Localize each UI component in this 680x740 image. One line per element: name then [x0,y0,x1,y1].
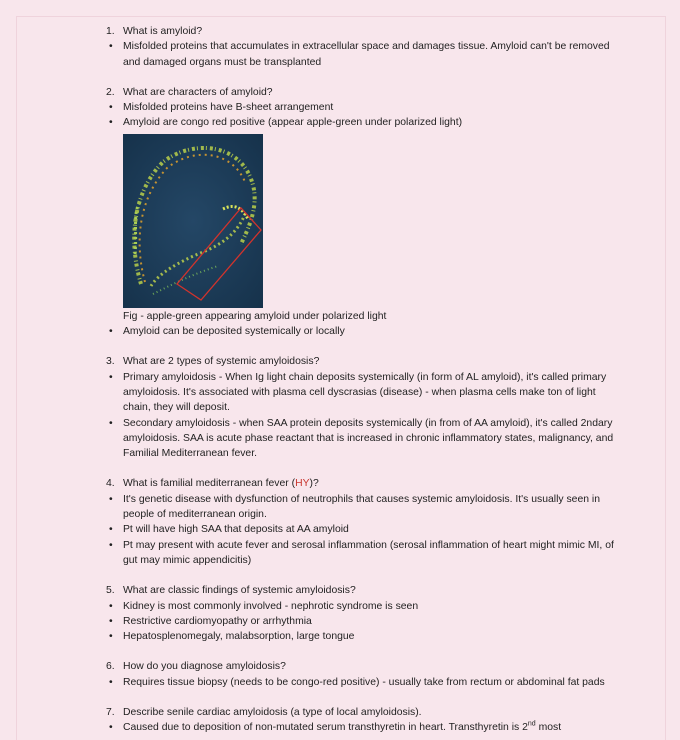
bullet-item [106,599,626,614]
bullet-item [106,522,626,537]
bullet-item [106,629,626,644]
bullet-icon: • [109,722,113,734]
question-title: What is amyloid? [123,26,203,37]
bullet-text: Misfolded proteins that accumulates in extracellular space and damages tissue. Amyloid can't be removed and damaged organs must be transplanted [123,41,610,68]
question-5 [106,583,626,598]
bullet-icon: • [109,539,113,551]
bullet-text: Amyloid can be deposited systemically or locally [123,326,345,338]
bullet-text-start: Caused due to deposition of non-mutated serum transthyretin in heart. Transthyretin is 2 [123,722,528,734]
figure-caption: Fig - apple-green appearing amyloid under polarized light [123,310,387,322]
question-number: 6. [106,661,115,673]
bullet-icon: • [109,524,113,536]
high-yield-tag: HY [295,478,310,490]
bullet-item [106,39,626,70]
bullet-text: Restrictive cardiomyopathy or arrhythmia [123,615,312,627]
question-title: How do you diagnose amyloidosis? [123,661,286,673]
bullet-icon: • [109,41,113,53]
bullet-icon: • [109,676,113,688]
polarized-light-micrograph [123,134,263,308]
question-title: What are 2 types of systemic amyloidosis? [123,356,320,368]
bullet-text: Primary amyloidosis - When Ig light chain deposits systemically (in form of AL amyloid), it's called primary amyloidosis. It's associated with plasma cell dyscrasias (disease) - when plasma cells make ton of light chain, they will deposit. [123,371,607,414]
bullet-item [106,720,626,735]
bullet-item [106,416,626,462]
question-1 [106,24,626,39]
bullet-text [123,722,561,733]
bullet-text: Requires tissue biopsy (needs to be congo-red positive) - usually take from rectum or abdominal fat pads [123,676,605,688]
question-number: 4. [106,478,115,490]
question-number: 2. [106,86,115,98]
bullet-text: Kidney is most commonly involved - nephrotic syndrome is seen [123,600,419,612]
bullet-icon: • [109,600,113,612]
bullet-text: Secondary amyloidosis - when SAA protein deposits systemically (in from of AA amyloid), it's called 2ndary amyloidosis. SAA is acute phase reactant that is increased in chronic inflammatory states, malignancy, and Familial Mediterranean fever. [123,417,614,460]
question-number: 5. [106,585,115,597]
bullet-item [106,370,626,416]
superscript-ordinal: nd [527,720,536,728]
question-7 [106,705,626,720]
bullet-icon: • [109,102,113,114]
bullet-item [106,614,626,629]
question-number: 1. [106,26,115,37]
bullet-icon: • [109,326,113,338]
bullet-item [106,100,626,115]
question-title: What are classic findings of systemic amyloidosis? [123,585,356,597]
bullet-item [106,324,626,339]
bullet-text: Pt may present with acute fever and serosal inflammation (serosal inflammation of heart might mimic MI, of gut may mimic appendicitis) [123,539,614,566]
bullet-icon: • [109,371,113,383]
bullet-item [106,115,626,130]
bullet-text: Hepatosplenomegaly, malabsorption, large tongue [123,631,355,643]
bullet-text: Misfolded proteins have B-sheet arrangement [123,102,334,114]
bullet-icon: • [109,493,113,505]
bullet-text-end: most [535,722,562,734]
question-3 [106,354,626,369]
question-4 [106,476,626,491]
question-2 [106,85,626,100]
bullet-item [106,675,626,690]
question-title: Describe senile cardiac amyloidosis (a type of local amyloidosis). [123,707,422,719]
micrograph-image [123,134,263,308]
bullet-icon: • [109,631,113,643]
question-title: What are characters of amyloid? [123,86,273,98]
bullet-item [106,492,626,523]
question-number: 7. [106,707,115,719]
document-page [16,16,666,740]
bullet-text: Pt will have high SAA that deposits at AA amyloid [123,524,349,536]
bullet-item [106,538,626,569]
question-title-end: )? [309,478,319,490]
question-number: 3. [106,356,115,368]
bullet-icon: • [109,417,113,429]
bullet-icon: • [109,117,113,129]
question-title: What is familial mediterranean fever ( [123,478,296,490]
bullet-text: Amyloid are congo red positive (appear apple-green under polarized light) [123,117,463,129]
bullet-icon: • [109,615,113,627]
question-6 [106,659,626,674]
notes-content [106,24,626,736]
bullet-text: It's genetic disease with dysfunction of neutrophils that causes systemic amyloidosis. It's usually seen in people of mediterranean origin. [123,493,600,521]
